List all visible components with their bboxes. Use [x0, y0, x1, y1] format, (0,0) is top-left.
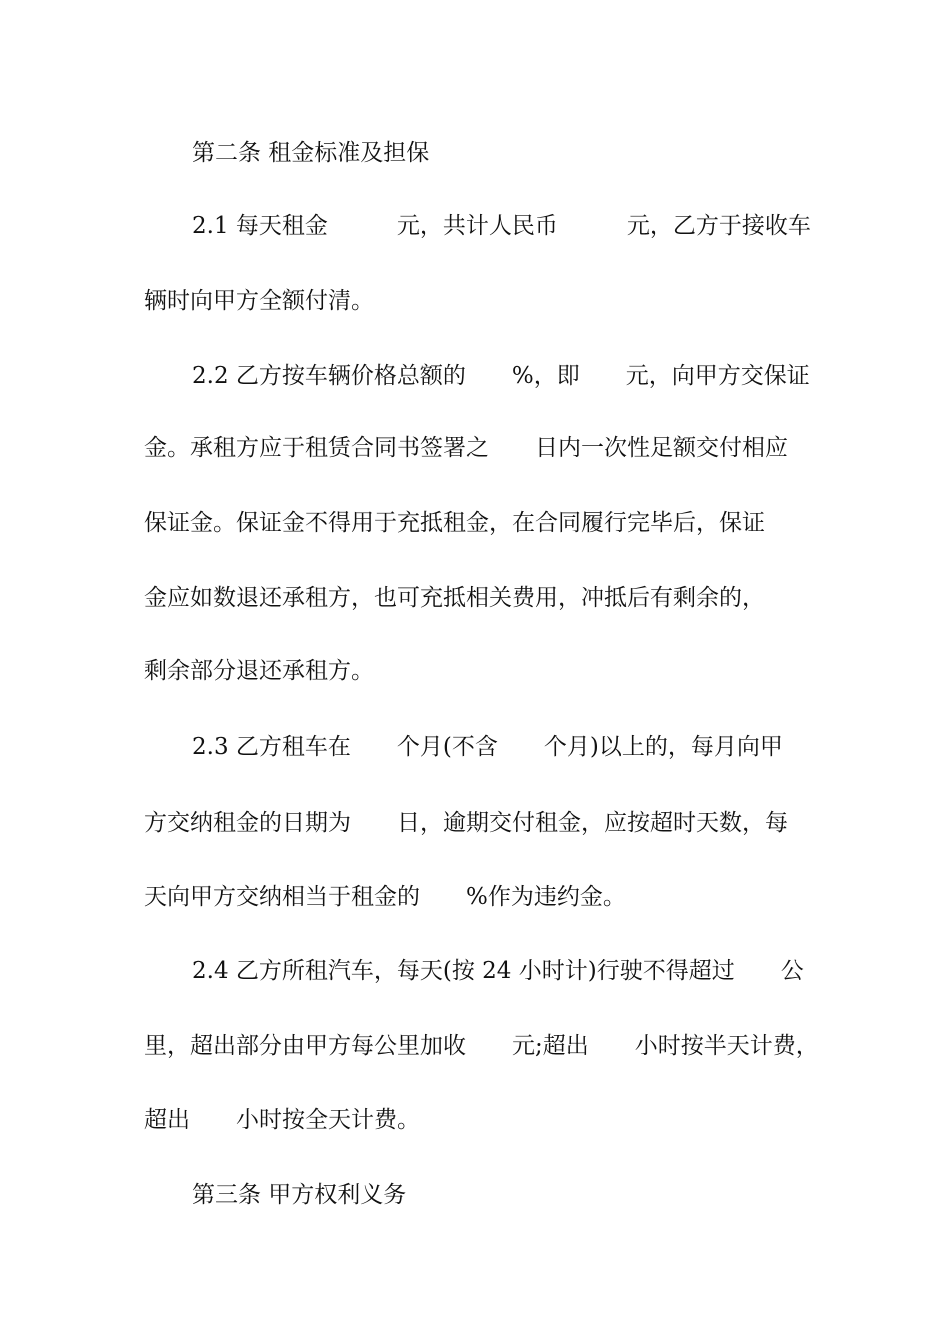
article-2-heading: 第二条 租金标准及担保 — [192, 140, 430, 166]
clause-2-2-line-5: 剩余部分退还承租方。 — [144, 658, 374, 684]
clause-2-2-line-3: 保证金。保证金不得用于充抵租金，在合同履行完毕后，保证 — [144, 510, 765, 536]
clause-2-2-line-1: 2.2 乙方按车辆价格总额的 %，即 元，向甲方交保证 — [192, 363, 810, 389]
clause-2-2-line-4: 金应如数退还承租方，也可充抵相关费用，冲抵后有剩余的， — [144, 585, 765, 611]
clause-2-1-line-1: 2.1 每天租金 元，共计人民币 元，乙方于接收车 — [192, 213, 811, 239]
clause-2-4-line-3: 超出 小时按全天计费。 — [144, 1107, 420, 1133]
clause-2-4-line-2: 里，超出部分由甲方每公里加收 元;超出 小时按半天计费， — [144, 1033, 819, 1059]
clause-2-4-line-1: 2.4 乙方所租汽车，每天(按 24 小时计)行驶不得超过 公 — [192, 958, 804, 984]
clause-2-2-line-2: 金。承租方应于租赁合同书签署之 日内一次性足额交付相应 — [144, 435, 788, 461]
clause-2-3-line-3: 天向甲方交纳相当于租金的 %作为违约金。 — [144, 884, 626, 910]
clause-2-1-line-2: 辆时向甲方全额付清。 — [144, 288, 374, 314]
clause-2-3-line-2: 方交纳租金的日期为 日，逾期交付租金，应按超时天数，每 — [144, 810, 788, 836]
article-3-heading: 第三条 甲方权利义务 — [192, 1182, 407, 1208]
clause-2-3-line-1: 2.3 乙方租车在 个月(不含 个月)以上的，每月向甲 — [192, 734, 783, 760]
